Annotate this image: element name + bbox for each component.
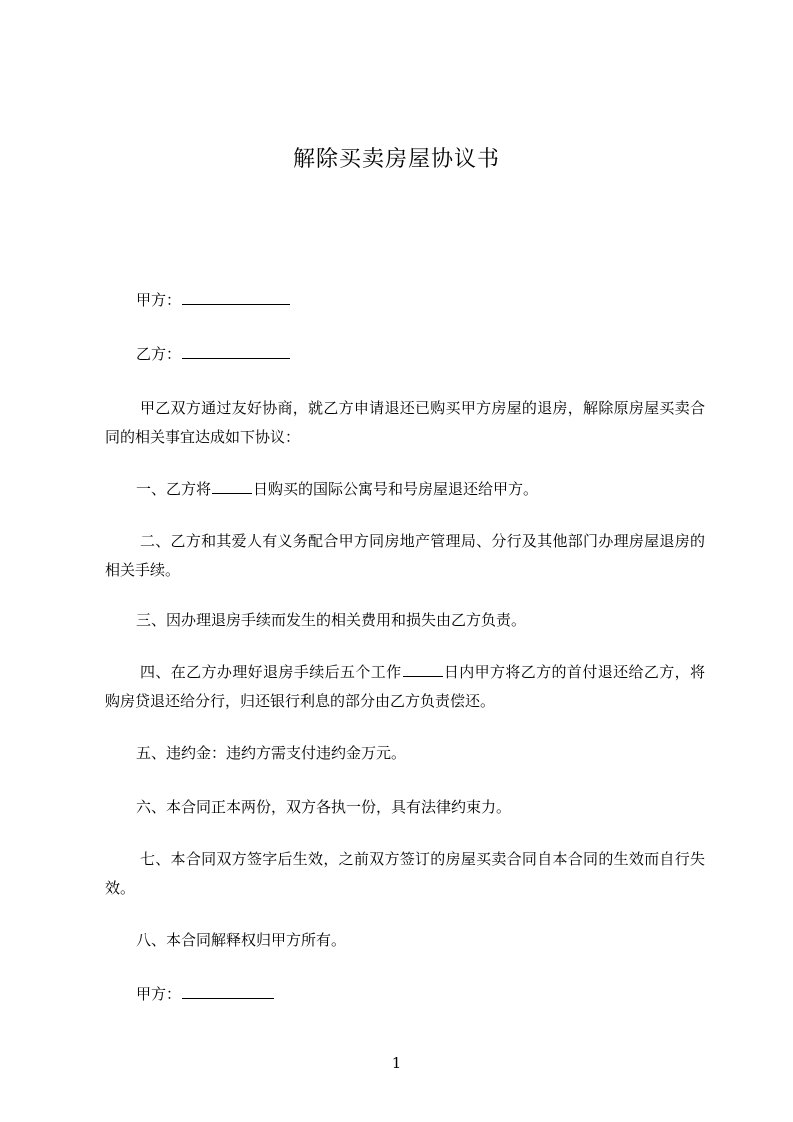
clause-4-days-blank: [403, 661, 443, 677]
party-a-label: 甲方：: [136, 291, 182, 309]
clause-4-suffix: 日内甲方将乙方的首付退还给乙方，将购房贷退还给分行，归还银行利息的部分由乙方负责偿还。: [105, 663, 705, 710]
party-b-line: [105, 340, 705, 369]
signature-party-a-blank: [182, 983, 274, 999]
clause-3: 三、因办理退房手续而发生的相关费用和损失由乙方负责。: [136, 611, 527, 629]
clause-7: 七、本合同双方签字后生效，之前双方签订的房屋买卖合同自本合同的生效而自行失效。: [105, 850, 705, 897]
party-b-label: 乙方：: [136, 345, 182, 363]
clause-8: 八、本合同解释权归甲方所有。: [136, 931, 347, 949]
signature-party-a-label: 甲方：: [136, 985, 182, 1003]
party-a-line: [105, 286, 705, 315]
clause-5: 五、违约金：违约方需支付违约金万元。: [136, 744, 407, 762]
document-title: 解除买卖房屋协议书: [292, 147, 500, 172]
clause-1-date-blank: [212, 478, 252, 494]
clause-6: 六、本合同正本两份，双方各执一份，具有法律约束力。: [136, 798, 512, 816]
clause-1-prefix: 一、乙方将: [136, 480, 212, 498]
party-a-blank: [182, 289, 290, 305]
intro-paragraph: 甲乙双方通过友好协商，就乙方申请退还已购买甲方房屋的退房，解除原房屋买卖合同的相关事宜达成如下协议：: [105, 399, 705, 446]
clause-1: [105, 475, 705, 504]
signature-party-a-line: [105, 980, 705, 1009]
party-b-blank: [182, 343, 290, 359]
clause-4: [105, 658, 705, 716]
clause-1-suffix: 日购买的国际公寓号和号房屋退还给甲方。: [253, 480, 539, 498]
clause-4-prefix: 四、在乙方办理好退房手续后五个工作: [140, 663, 402, 681]
clause-2: 二、乙方和其爱人有义务配合甲方同房地产管理局、分行及其他部门办理房屋退房的相关手续。: [105, 532, 705, 579]
page-number: 1: [391, 1054, 402, 1072]
